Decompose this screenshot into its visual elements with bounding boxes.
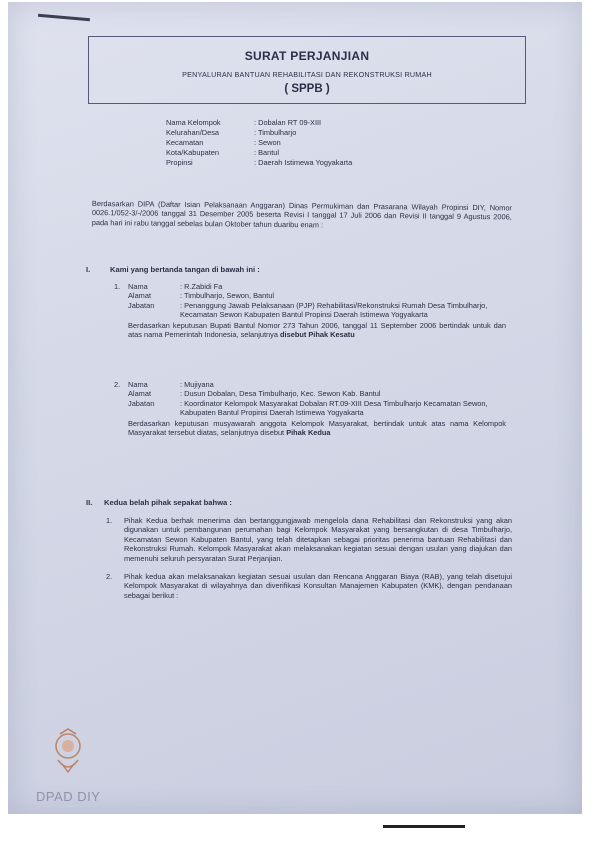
clause-text: Pihak kedua akan melaksanakan kegiatan sesuai usulan dan Rencana Anggaran Biaya (RAB), yang telah disetujui Kelompok Masyarakat di wilayahnya dan diverifikasi Konsultan Manajemen Kabupaten (KMK), dengan pendanaan sebagai berikut : [124,572,512,600]
section-2-number: II. [86,498,93,507]
party-row [114,399,506,418]
party-2-designation: Pihak Kedua [286,428,331,438]
clause-text: Pihak Kedua berhak menerima dan bertanggungjawab mengelola dana Rehabilitasi dan Rekonstruksi yang akan digunakan untuk pembangunan perumahan bagi Kelompok Masyarakat yang bersangkutan di desa Timbulharjo, Kecamatan Sewon Kabupaten Bantul, yang telah ditetapkan sebagai prioritas penerima bantuan Rehabilitasi dan Rekonstruksi Rumah. Kelompok Masyarakat akan melaksanakan kegiatan sesuai dengan usulan yang diajukan dan memenuhi seluruh persyaratan Surat Perjanjian. [124,516,512,563]
info-value: : Daerah Istimewa Yogyakarta [254,158,353,167]
document-page [8,2,582,814]
party-number: 1. [114,282,121,291]
info-row [166,158,466,168]
clause-item [106,572,512,600]
party-value: : Mujiyana [180,380,214,389]
party-value: : Dusun Dobalan, Desa Timbulharjo, Kec. Sewon Kab. Bantul [180,389,381,399]
info-row [166,118,466,128]
info-value: : Bantul [254,148,280,157]
watermark: DPAD DIY [36,789,101,804]
info-row [166,138,466,148]
party-row [114,380,506,389]
info-label: Kelurahan/Desa [166,128,220,137]
party-row [114,291,506,300]
clause-number: 1. [106,516,113,525]
party-label: Jabatan [128,300,155,310]
party-row [114,301,506,320]
info-label: Nama Kelompok [166,118,221,127]
party-2 [114,380,506,437]
party-2-mandate [114,419,506,438]
document-title: SURAT PERJANJIAN [244,49,370,63]
clause-item [106,516,512,563]
info-label: Kota/Kabupaten [166,148,220,157]
info-value: : Sewon [254,138,281,147]
section-1-title: Kami yang bertanda tangan di bawah ini : [110,265,260,274]
info-row [166,148,466,158]
document-code: ( SPPB ) [284,83,330,95]
party-label: Nama [128,282,148,291]
footer-rule [383,825,465,828]
party-row [114,282,506,291]
party-label: Nama [128,380,148,389]
party-value: : Koordinator Kelompok Masyarakat Dobalan RT.09-XIII Desa Timbulharjo Kecamatan Sewon, Kabupaten Bantul Propinsi Daerah Istimewa Yogyakarta [180,398,488,418]
section-1-number: I. [86,265,91,274]
clause-number: 2. [106,572,113,582]
party-1-mandate-text: Berdasarkan keputusan Bupati Bantul Nomor 273 Tahun 2006, tanggal 11 September 2006 bertindak untuk dan atas nama Pemerintah Indonesia, selanjutnya [128,320,506,340]
title-box [88,36,526,104]
info-label: Kecamatan [166,138,204,147]
party-1-mandate [114,321,506,340]
document-subtitle: PENYALURAN BANTUAN REHABILITASI DAN REKONSTRUKSI RUMAH [182,70,432,79]
section-2-title: Kedua belah pihak sepakat bahwa : [104,498,232,507]
party-1 [114,282,506,339]
party-1-designation: disebut Pihak Kesatu [280,330,355,340]
clause-list [106,516,512,600]
info-label: Propinsi [166,158,193,167]
group-info [166,118,466,168]
party-value: : R.Zabidi Fa [180,282,223,291]
info-value: : Timbulharjo [254,128,297,137]
party-label: Alamat [128,389,152,399]
yogyakarta-emblem-icon [52,728,84,778]
party-row [114,389,506,398]
party-number: 2. [114,380,121,389]
staple-mark [38,14,90,22]
party-value: : Timbulharjo, Sewon, Bantul [180,291,275,301]
info-row [166,128,466,138]
party-label: Alamat [128,291,152,301]
party-2-mandate-text: Berdasarkan keputusan musyawarah anggota Kelompok Masyarakat, bertindak untuk atas nama Kelompok Masyarakat tersebut diatas, selanjutnya disebut [128,418,506,438]
info-value: : Dobalan RT 09-XIII [254,118,322,127]
party-value: : Penanggung Jawab Pelaksanaan (PJP) Rehabilitasi/Rekonstruksi Rumah Desa Timbulharjo, Kecamatan Sewon Kabupaten Bantul Propinsi Daerah Istimewa Yogyakarta [180,300,488,320]
intro-paragraph: Berdasarkan DIPA (Daftar Isian Pelaksanaan Anggaran) Dinas Permukiman dan Prasarana Wilayah Propinsi DIY, Nomor 0026.1/052-3/-/2006 tanggal 31 Desember 2005 beserta Revisi I tanggal 17 Juli 2006 dan Revisi II tanggal 9 Agustus 2006, pada hari ini rabu tanggal sebelas bulan Oktober tahun duaribu enam : [91,199,512,230]
party-label: Jabatan [128,398,155,408]
